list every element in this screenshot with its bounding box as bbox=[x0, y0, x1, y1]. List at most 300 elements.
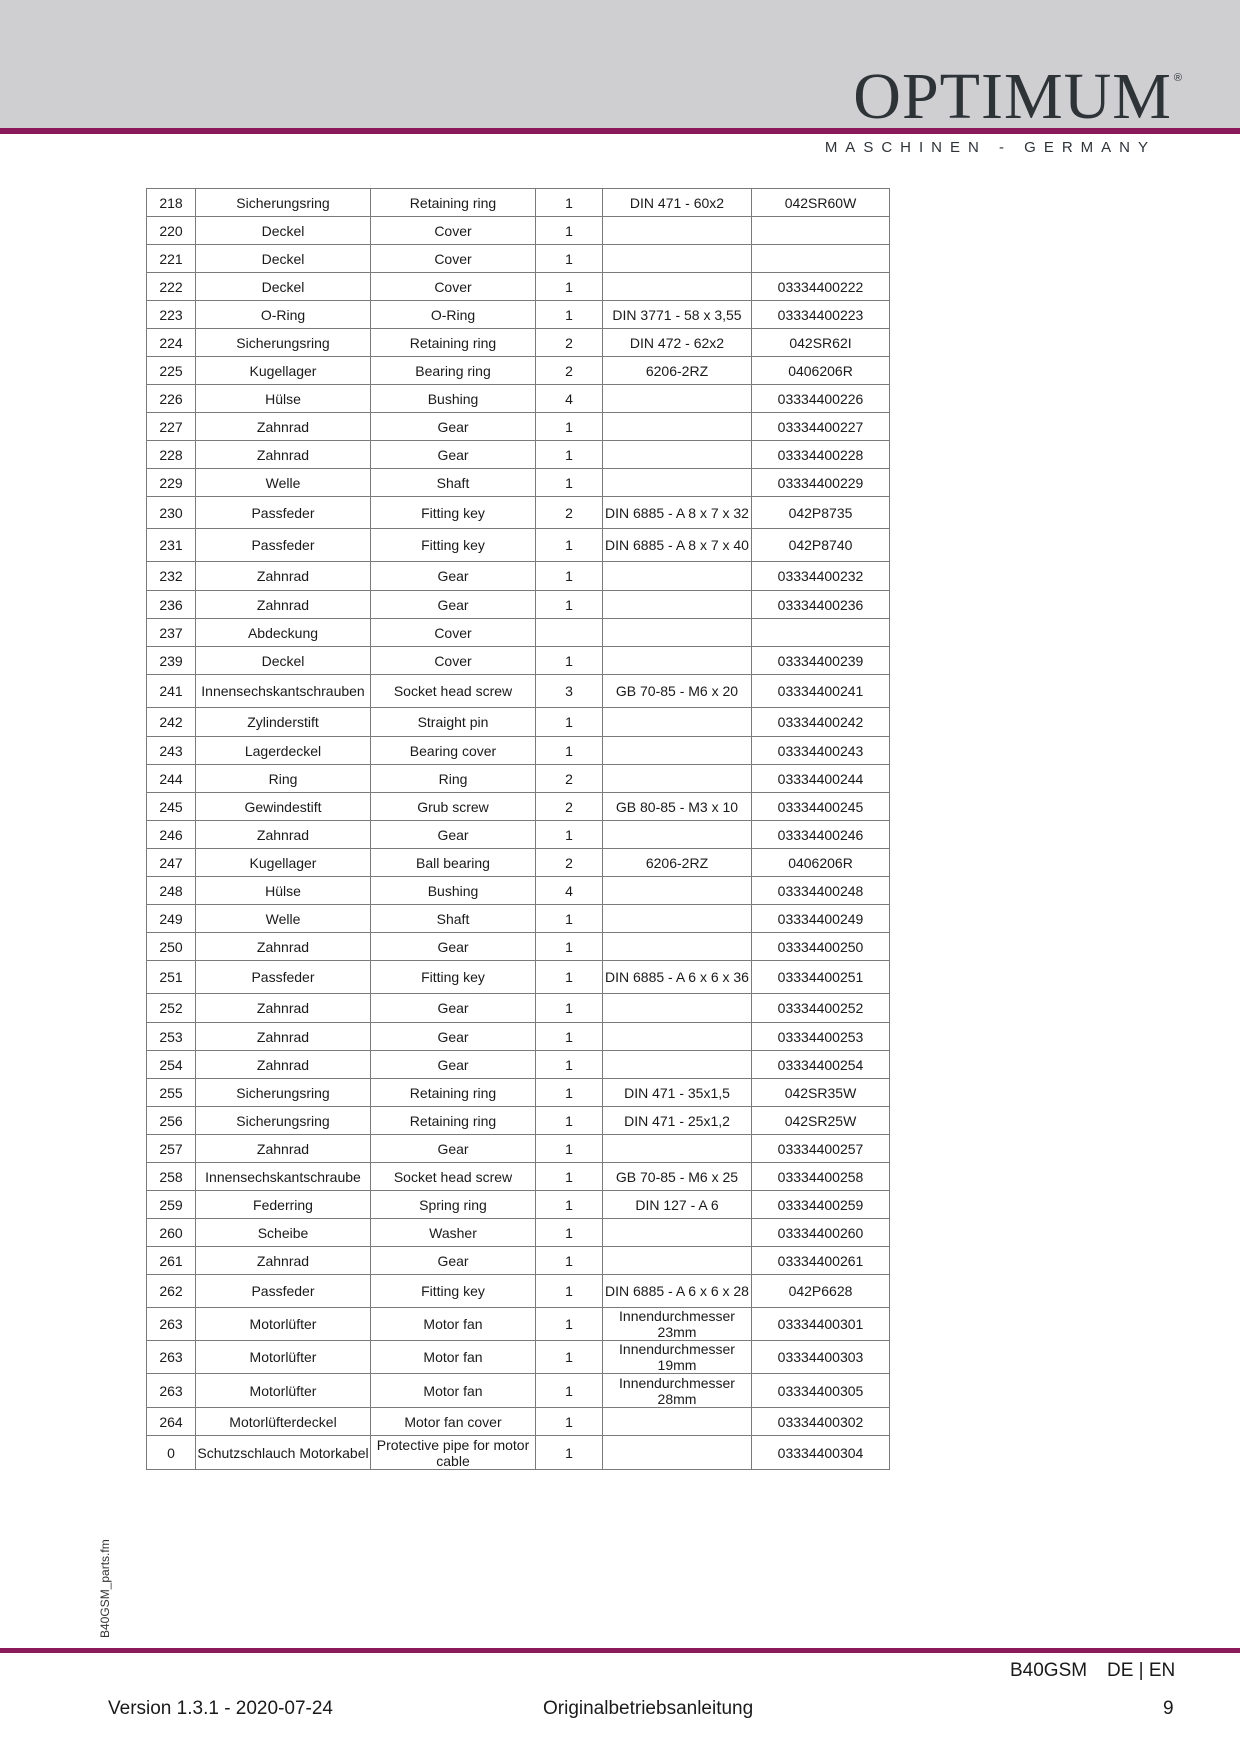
part-name-de: Hülse bbox=[196, 877, 371, 905]
table-row bbox=[147, 329, 890, 357]
footer-rule bbox=[0, 1648, 1240, 1653]
part-article-number: 03334400302 bbox=[752, 1408, 890, 1436]
brand-subtitle: MASCHINEN - GERMANY bbox=[824, 139, 1156, 156]
part-quantity: 2 bbox=[536, 765, 603, 793]
table-row bbox=[147, 821, 890, 849]
part-name-de: O-Ring bbox=[196, 301, 371, 329]
part-name-de: Zahnrad bbox=[196, 591, 371, 619]
part-size: 6206-2RZ bbox=[603, 357, 752, 385]
part-name-en: Gear bbox=[371, 933, 536, 961]
part-size: DIN 6885 - A 8 x 7 x 40 bbox=[603, 529, 752, 562]
part-size bbox=[603, 217, 752, 245]
part-name-de: Zahnrad bbox=[196, 413, 371, 441]
part-name-en: Shaft bbox=[371, 469, 536, 497]
part-name-de: Innensechskantschrauben bbox=[196, 675, 371, 708]
part-article-number: 03334400258 bbox=[752, 1163, 890, 1191]
part-name-en: Motor fan bbox=[371, 1341, 536, 1374]
part-quantity: 1 bbox=[536, 1107, 603, 1135]
part-name-en: Retaining ring bbox=[371, 189, 536, 217]
table-row bbox=[147, 1341, 890, 1374]
part-quantity: 1 bbox=[536, 1341, 603, 1374]
part-quantity: 1 bbox=[536, 821, 603, 849]
part-position: 223 bbox=[147, 301, 196, 329]
part-article-number: 03334400305 bbox=[752, 1374, 890, 1408]
table-row bbox=[147, 562, 890, 591]
part-position: 237 bbox=[147, 619, 196, 647]
part-article-number: 042SR62I bbox=[752, 329, 890, 357]
part-quantity: 1 bbox=[536, 905, 603, 933]
part-size: GB 70-85 - M6 x 25 bbox=[603, 1163, 752, 1191]
table-row bbox=[147, 1051, 890, 1079]
part-position: 218 bbox=[147, 189, 196, 217]
part-name-de: Sicherungsring bbox=[196, 1079, 371, 1107]
part-quantity: 1 bbox=[536, 441, 603, 469]
part-quantity: 1 bbox=[536, 1219, 603, 1247]
part-name-de: Federring bbox=[196, 1191, 371, 1219]
part-article-number: 03334400261 bbox=[752, 1247, 890, 1275]
part-name-de: Zahnrad bbox=[196, 1023, 371, 1051]
table-row bbox=[147, 1275, 890, 1308]
part-name-de: Passfeder bbox=[196, 961, 371, 994]
part-position: 249 bbox=[147, 905, 196, 933]
part-name-de: Motorlüfter bbox=[196, 1308, 371, 1341]
part-name-de: Deckel bbox=[196, 217, 371, 245]
part-position: 251 bbox=[147, 961, 196, 994]
part-position: 226 bbox=[147, 385, 196, 413]
part-position: 231 bbox=[147, 529, 196, 562]
part-size bbox=[603, 1247, 752, 1275]
part-size: GB 70-85 - M6 x 20 bbox=[603, 675, 752, 708]
part-name-de: Zahnrad bbox=[196, 441, 371, 469]
table-row bbox=[147, 877, 890, 905]
table-row bbox=[147, 1408, 890, 1436]
part-size bbox=[603, 1051, 752, 1079]
part-name-en: Socket head screw bbox=[371, 1163, 536, 1191]
table-row bbox=[147, 1191, 890, 1219]
part-name-en: Gear bbox=[371, 413, 536, 441]
part-quantity: 1 bbox=[536, 1247, 603, 1275]
page-number: 9 bbox=[1163, 1698, 1174, 1719]
table-row bbox=[147, 994, 890, 1023]
part-quantity: 1 bbox=[536, 994, 603, 1023]
part-name-en: Spring ring bbox=[371, 1191, 536, 1219]
part-name-en: Grub screw bbox=[371, 793, 536, 821]
part-size: DIN 471 - 25x1,2 bbox=[603, 1107, 752, 1135]
part-size: DIN 6885 - A 6 x 6 x 28 bbox=[603, 1275, 752, 1308]
part-position: 262 bbox=[147, 1275, 196, 1308]
part-name-de: Zahnrad bbox=[196, 994, 371, 1023]
part-quantity: 1 bbox=[536, 933, 603, 961]
part-size bbox=[603, 821, 752, 849]
part-article-number: 042SR60W bbox=[752, 189, 890, 217]
parts-table-body bbox=[147, 189, 890, 1470]
part-size bbox=[603, 877, 752, 905]
part-name-de: Passfeder bbox=[196, 529, 371, 562]
table-row bbox=[147, 675, 890, 708]
part-name-de: Motorlüfter bbox=[196, 1374, 371, 1408]
part-quantity: 1 bbox=[536, 1408, 603, 1436]
part-article-number: 03334400252 bbox=[752, 994, 890, 1023]
part-name-de: Deckel bbox=[196, 647, 371, 675]
part-quantity: 1 bbox=[536, 961, 603, 994]
part-position: 225 bbox=[147, 357, 196, 385]
part-quantity: 2 bbox=[536, 329, 603, 357]
table-row bbox=[147, 1247, 890, 1275]
part-name-de: Zahnrad bbox=[196, 1135, 371, 1163]
part-quantity: 1 bbox=[536, 737, 603, 765]
table-row bbox=[147, 441, 890, 469]
footer-document-title: Originalbetriebsanleitung bbox=[543, 1698, 754, 1719]
table-row bbox=[147, 1308, 890, 1341]
part-position: 241 bbox=[147, 675, 196, 708]
part-name-de: Zahnrad bbox=[196, 562, 371, 591]
part-name-en: Gear bbox=[371, 1247, 536, 1275]
part-article-number: 03334400244 bbox=[752, 765, 890, 793]
part-name-en: Bushing bbox=[371, 877, 536, 905]
table-row bbox=[147, 497, 890, 529]
part-article-number: 042P8740 bbox=[752, 529, 890, 562]
part-size: DIN 471 - 35x1,5 bbox=[603, 1079, 752, 1107]
part-size bbox=[603, 385, 752, 413]
part-name-en: Ball bearing bbox=[371, 849, 536, 877]
part-name-de: Lagerdeckel bbox=[196, 737, 371, 765]
part-name-en: Gear bbox=[371, 562, 536, 591]
part-name-en: Fitting key bbox=[371, 1275, 536, 1308]
part-quantity: 1 bbox=[536, 413, 603, 441]
part-name-en: Fitting key bbox=[371, 497, 536, 529]
part-name-en: Gear bbox=[371, 994, 536, 1023]
part-position: 244 bbox=[147, 765, 196, 793]
part-position: 263 bbox=[147, 1374, 196, 1408]
table-row bbox=[147, 737, 890, 765]
part-size bbox=[603, 647, 752, 675]
table-row bbox=[147, 961, 890, 994]
part-position: 264 bbox=[147, 1408, 196, 1436]
part-name-en: Socket head screw bbox=[371, 675, 536, 708]
part-size bbox=[603, 469, 752, 497]
table-row bbox=[147, 413, 890, 441]
part-quantity: 1 bbox=[536, 1191, 603, 1219]
part-position: 263 bbox=[147, 1308, 196, 1341]
part-position: 252 bbox=[147, 994, 196, 1023]
part-name-de: Zahnrad bbox=[196, 1247, 371, 1275]
table-row bbox=[147, 1436, 890, 1470]
part-name-en: Gear bbox=[371, 1051, 536, 1079]
table-row bbox=[147, 708, 890, 737]
part-size bbox=[603, 273, 752, 301]
part-name-en: Cover bbox=[371, 217, 536, 245]
part-article-number: 03334400303 bbox=[752, 1341, 890, 1374]
table-row bbox=[147, 1023, 890, 1051]
table-row bbox=[147, 189, 890, 217]
footer-model: B40GSM bbox=[1010, 1660, 1088, 1681]
part-size bbox=[603, 413, 752, 441]
part-name-de: Gewindestift bbox=[196, 793, 371, 821]
part-position: 250 bbox=[147, 933, 196, 961]
part-position: 256 bbox=[147, 1107, 196, 1135]
part-quantity: 1 bbox=[536, 1079, 603, 1107]
part-name-de: Sicherungsring bbox=[196, 329, 371, 357]
part-name-en: O-Ring bbox=[371, 301, 536, 329]
part-position: 248 bbox=[147, 877, 196, 905]
footer-languages: DE | EN bbox=[1107, 1660, 1176, 1681]
part-position: 236 bbox=[147, 591, 196, 619]
part-position: 258 bbox=[147, 1163, 196, 1191]
table-row bbox=[147, 905, 890, 933]
part-article-number bbox=[752, 245, 890, 273]
part-name-en: Gear bbox=[371, 441, 536, 469]
part-article-number: 03334400301 bbox=[752, 1308, 890, 1341]
part-article-number: 03334400251 bbox=[752, 961, 890, 994]
part-position: 239 bbox=[147, 647, 196, 675]
part-name-de: Zahnrad bbox=[196, 821, 371, 849]
part-article-number: 03334400253 bbox=[752, 1023, 890, 1051]
part-article-number: 0406206R bbox=[752, 357, 890, 385]
part-size: DIN 3771 - 58 x 3,55 bbox=[603, 301, 752, 329]
part-quantity: 1 bbox=[536, 1163, 603, 1191]
part-position: 247 bbox=[147, 849, 196, 877]
part-position: 253 bbox=[147, 1023, 196, 1051]
table-row bbox=[147, 529, 890, 562]
part-position: 242 bbox=[147, 708, 196, 737]
part-size bbox=[603, 905, 752, 933]
part-position: 255 bbox=[147, 1079, 196, 1107]
part-name-en: Shaft bbox=[371, 905, 536, 933]
part-name-en: Motor fan bbox=[371, 1374, 536, 1408]
part-position: 229 bbox=[147, 469, 196, 497]
part-article-number: 03334400245 bbox=[752, 793, 890, 821]
part-name-de: Deckel bbox=[196, 245, 371, 273]
part-quantity: 2 bbox=[536, 849, 603, 877]
part-name-de: Abdeckung bbox=[196, 619, 371, 647]
part-size bbox=[603, 1135, 752, 1163]
part-quantity: 4 bbox=[536, 877, 603, 905]
part-article-number: 03334400259 bbox=[752, 1191, 890, 1219]
part-size bbox=[603, 765, 752, 793]
part-article-number: 03334400229 bbox=[752, 469, 890, 497]
part-size: DIN 127 - A 6 bbox=[603, 1191, 752, 1219]
part-name-en: Cover bbox=[371, 619, 536, 647]
part-name-en: Fitting key bbox=[371, 529, 536, 562]
part-size: GB 80-85 - M3 x 10 bbox=[603, 793, 752, 821]
part-name-en: Cover bbox=[371, 245, 536, 273]
part-name-de: Sicherungsring bbox=[196, 189, 371, 217]
part-quantity: 1 bbox=[536, 1308, 603, 1341]
part-name-de: Passfeder bbox=[196, 1275, 371, 1308]
table-row bbox=[147, 1135, 890, 1163]
part-position: 0 bbox=[147, 1436, 196, 1470]
part-position: 259 bbox=[147, 1191, 196, 1219]
part-name-de: Zahnrad bbox=[196, 1051, 371, 1079]
part-quantity: 1 bbox=[536, 1051, 603, 1079]
part-position: 260 bbox=[147, 1219, 196, 1247]
part-article-number: 03334400304 bbox=[752, 1436, 890, 1470]
part-quantity: 1 bbox=[536, 562, 603, 591]
part-name-de: Passfeder bbox=[196, 497, 371, 529]
part-article-number: 042SR25W bbox=[752, 1107, 890, 1135]
part-size: DIN 6885 - A 6 x 6 x 36 bbox=[603, 961, 752, 994]
part-quantity: 1 bbox=[536, 301, 603, 329]
part-article-number: 03334400227 bbox=[752, 413, 890, 441]
part-quantity: 1 bbox=[536, 217, 603, 245]
part-name-en: Washer bbox=[371, 1219, 536, 1247]
part-position: 261 bbox=[147, 1247, 196, 1275]
part-article-number: 042P8735 bbox=[752, 497, 890, 529]
part-name-de: Schutzschlauch Motorkabel bbox=[196, 1436, 371, 1470]
part-quantity: 1 bbox=[536, 647, 603, 675]
table-row bbox=[147, 385, 890, 413]
part-name-de: Welle bbox=[196, 469, 371, 497]
part-name-de: Scheibe bbox=[196, 1219, 371, 1247]
table-row bbox=[147, 357, 890, 385]
part-name-en: Motor fan bbox=[371, 1308, 536, 1341]
part-article-number: 03334400232 bbox=[752, 562, 890, 591]
part-position: 230 bbox=[147, 497, 196, 529]
part-article-number: 03334400236 bbox=[752, 591, 890, 619]
part-article-number: 042P6628 bbox=[752, 1275, 890, 1308]
part-article-number: 042SR35W bbox=[752, 1079, 890, 1107]
table-row bbox=[147, 793, 890, 821]
part-name-de: Kugellager bbox=[196, 849, 371, 877]
part-name-en: Gear bbox=[371, 1023, 536, 1051]
part-quantity: 1 bbox=[536, 273, 603, 301]
part-name-en: Gear bbox=[371, 591, 536, 619]
table-row bbox=[147, 765, 890, 793]
part-article-number: 03334400242 bbox=[752, 708, 890, 737]
part-article-number bbox=[752, 217, 890, 245]
part-quantity: 4 bbox=[536, 385, 603, 413]
part-quantity: 3 bbox=[536, 675, 603, 708]
part-size: DIN 471 - 60x2 bbox=[603, 189, 752, 217]
part-size: 6206-2RZ bbox=[603, 849, 752, 877]
table-row bbox=[147, 273, 890, 301]
part-quantity: 1 bbox=[536, 469, 603, 497]
part-article-number: 03334400250 bbox=[752, 933, 890, 961]
part-quantity: 1 bbox=[536, 245, 603, 273]
table-row bbox=[147, 591, 890, 619]
part-name-en: Fitting key bbox=[371, 961, 536, 994]
part-quantity: 1 bbox=[536, 1436, 603, 1470]
part-name-de: Ring bbox=[196, 765, 371, 793]
part-size bbox=[603, 737, 752, 765]
part-article-number: 03334400239 bbox=[752, 647, 890, 675]
part-name-en: Cover bbox=[371, 647, 536, 675]
part-position: 227 bbox=[147, 413, 196, 441]
part-name-de: Kugellager bbox=[196, 357, 371, 385]
part-name-en: Cover bbox=[371, 273, 536, 301]
part-quantity: 1 bbox=[536, 1374, 603, 1408]
part-article-number: 03334400243 bbox=[752, 737, 890, 765]
part-name-de: Zahnrad bbox=[196, 933, 371, 961]
source-filename: B40GSM_parts.fm bbox=[98, 1539, 112, 1638]
part-article-number: 03334400223 bbox=[752, 301, 890, 329]
part-quantity: 1 bbox=[536, 591, 603, 619]
part-name-de: Zylinderstift bbox=[196, 708, 371, 737]
part-article-number: 03334400241 bbox=[752, 675, 890, 708]
table-row bbox=[147, 849, 890, 877]
part-size bbox=[603, 562, 752, 591]
part-size bbox=[603, 1408, 752, 1436]
part-quantity: 2 bbox=[536, 357, 603, 385]
part-quantity bbox=[536, 619, 603, 647]
part-quantity: 1 bbox=[536, 189, 603, 217]
part-size bbox=[603, 1219, 752, 1247]
part-size bbox=[603, 619, 752, 647]
part-position: 257 bbox=[147, 1135, 196, 1163]
part-quantity: 1 bbox=[536, 708, 603, 737]
part-quantity: 1 bbox=[536, 1275, 603, 1308]
table-row bbox=[147, 933, 890, 961]
part-article-number: 03334400226 bbox=[752, 385, 890, 413]
part-position: 232 bbox=[147, 562, 196, 591]
part-name-en: Ring bbox=[371, 765, 536, 793]
part-size: Innendurchmesser 23mm bbox=[603, 1308, 752, 1341]
part-name-en: Bearing ring bbox=[371, 357, 536, 385]
part-name-en: Straight pin bbox=[371, 708, 536, 737]
part-size: Innendurchmesser 19mm bbox=[603, 1341, 752, 1374]
part-name-de: Deckel bbox=[196, 273, 371, 301]
part-size: DIN 472 - 62x2 bbox=[603, 329, 752, 357]
parts-table bbox=[146, 188, 890, 1470]
part-name-de: Sicherungsring bbox=[196, 1107, 371, 1135]
part-size bbox=[603, 1023, 752, 1051]
part-position: 220 bbox=[147, 217, 196, 245]
part-name-en: Bearing cover bbox=[371, 737, 536, 765]
table-row bbox=[147, 1219, 890, 1247]
part-name-en: Motor fan cover bbox=[371, 1408, 536, 1436]
brand-logo: OPTIMUM bbox=[853, 60, 1172, 133]
part-name-de: Innensechskantschraube bbox=[196, 1163, 371, 1191]
part-position: 263 bbox=[147, 1341, 196, 1374]
part-quantity: 1 bbox=[536, 1023, 603, 1051]
part-name-de: Motorlüfter bbox=[196, 1341, 371, 1374]
part-size bbox=[603, 708, 752, 737]
part-article-number: 03334400257 bbox=[752, 1135, 890, 1163]
part-article-number: 03334400254 bbox=[752, 1051, 890, 1079]
part-size: DIN 6885 - A 8 x 7 x 32 bbox=[603, 497, 752, 529]
table-row bbox=[147, 1163, 890, 1191]
part-name-en: Gear bbox=[371, 1135, 536, 1163]
part-name-en: Gear bbox=[371, 821, 536, 849]
part-article-number bbox=[752, 619, 890, 647]
registered-mark: ® bbox=[1173, 72, 1182, 84]
part-name-en: Bushing bbox=[371, 385, 536, 413]
part-size bbox=[603, 933, 752, 961]
part-name-en: Protective pipe for motor cable bbox=[371, 1436, 536, 1470]
part-position: 246 bbox=[147, 821, 196, 849]
part-position: 243 bbox=[147, 737, 196, 765]
part-size bbox=[603, 591, 752, 619]
part-name-de: Welle bbox=[196, 905, 371, 933]
part-size: Innendurchmesser 28mm bbox=[603, 1374, 752, 1408]
part-name-en: Retaining ring bbox=[371, 1079, 536, 1107]
part-size bbox=[603, 994, 752, 1023]
part-article-number: 03334400260 bbox=[752, 1219, 890, 1247]
table-row bbox=[147, 469, 890, 497]
part-quantity: 1 bbox=[536, 529, 603, 562]
part-position: 221 bbox=[147, 245, 196, 273]
table-row bbox=[147, 647, 890, 675]
part-quantity: 2 bbox=[536, 497, 603, 529]
part-position: 224 bbox=[147, 329, 196, 357]
part-quantity: 2 bbox=[536, 793, 603, 821]
part-size bbox=[603, 245, 752, 273]
table-row bbox=[147, 217, 890, 245]
part-article-number: 03334400246 bbox=[752, 821, 890, 849]
part-article-number: 03334400222 bbox=[752, 273, 890, 301]
part-article-number: 03334400228 bbox=[752, 441, 890, 469]
table-row bbox=[147, 1079, 890, 1107]
